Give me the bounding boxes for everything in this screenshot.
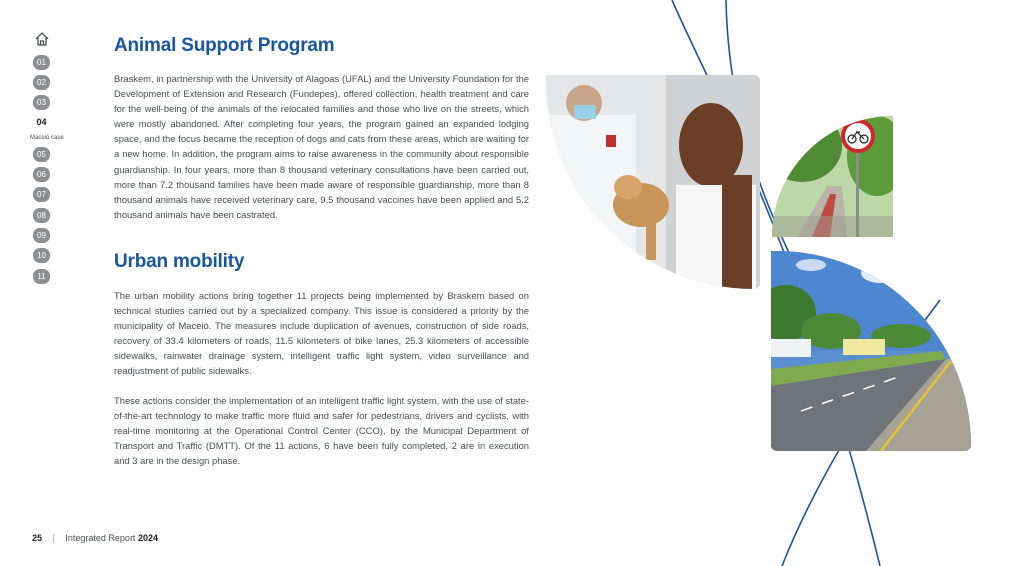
section-title-animal-support: Animal Support Program	[114, 35, 335, 56]
page-footer	[32, 533, 158, 543]
chapter-07[interactable]: 07	[33, 187, 50, 202]
chapter-04-active[interactable]: 04	[36, 117, 47, 127]
chapter-05[interactable]: 05	[33, 147, 50, 162]
report-name: Integrated Report	[65, 533, 136, 543]
chapter-09[interactable]: 09	[33, 228, 50, 243]
chapter-01[interactable]: 01	[33, 55, 50, 70]
chapter-08[interactable]: 08	[33, 208, 50, 223]
chapter-03[interactable]: 03	[33, 95, 50, 110]
urban-mobility-paragraph-1: The urban mobility actions bring together 11 projects being implemented by Braskem based on technical studies carried out by a specialized company. This issue is considered a priority by the municipality of Maceió. The measures include duplication of avenues, construction of side roads, recovery of 33.4 kilometers of roads, 11.5 kilometers of bike lanes, 25.3 kilometers of accessible sidewalks, rainwater drainage system, intelligent traffic light system, video surveillance and readjustment of public sidewalks.	[114, 290, 529, 377]
section-title-urban-mobility: Urban mobility	[114, 251, 245, 272]
chapter-sublabel[interactable]: Maceió case	[30, 135, 64, 141]
chapter-02[interactable]: 02	[33, 75, 50, 90]
chapter-10[interactable]: 10	[33, 248, 50, 263]
home-icon[interactable]	[34, 31, 50, 47]
animal-support-paragraph: Braskem, in partnership with the University of Alagoas (UFAL) and the University Foundation for the Development of Extension and Research (Fundepes), offered collection, health treatment and care for the well-being of the animals of the relocated families and those who live on the streets, which were mostly abandoned. After completing four years, the program gained an expanded lodging space, and the focus became the reception of dogs and cats from these areas, which are waiting for a new home. In addition, the program aims to raise awareness in the community about responsible guardianship. In four years, more than 8 thousand veterinary consultations have been carried out, more than 7.2 thousand families have been made aware of responsible guardianship, more than 8 thousand animals have received veterinary care, 9.5 thousand vaccines have been applied and 5.2 thousand animals have been castrated.	[114, 73, 529, 220]
report-year: 2024	[137, 533, 158, 543]
chapter-11[interactable]: 11	[33, 269, 50, 284]
chapter-06[interactable]: 06	[33, 167, 50, 182]
urban-mobility-paragraph-2: These actions consider the implementation of an intelligent traffic light system, with the use of state-of-the-art technology to make traffic more fluid and safer for pedestrians, drivers and cyclists, with real-time monitoring at the Operational Control Center (CCO), by the Municipal Department of Transport and Traffic (DMTT). Of the 11 actions, 6 have been fully completed, 2 are in execution and 3 are in the design phase.	[114, 395, 529, 467]
page-number: 25	[32, 533, 43, 543]
footer-separator: |	[52, 533, 55, 543]
